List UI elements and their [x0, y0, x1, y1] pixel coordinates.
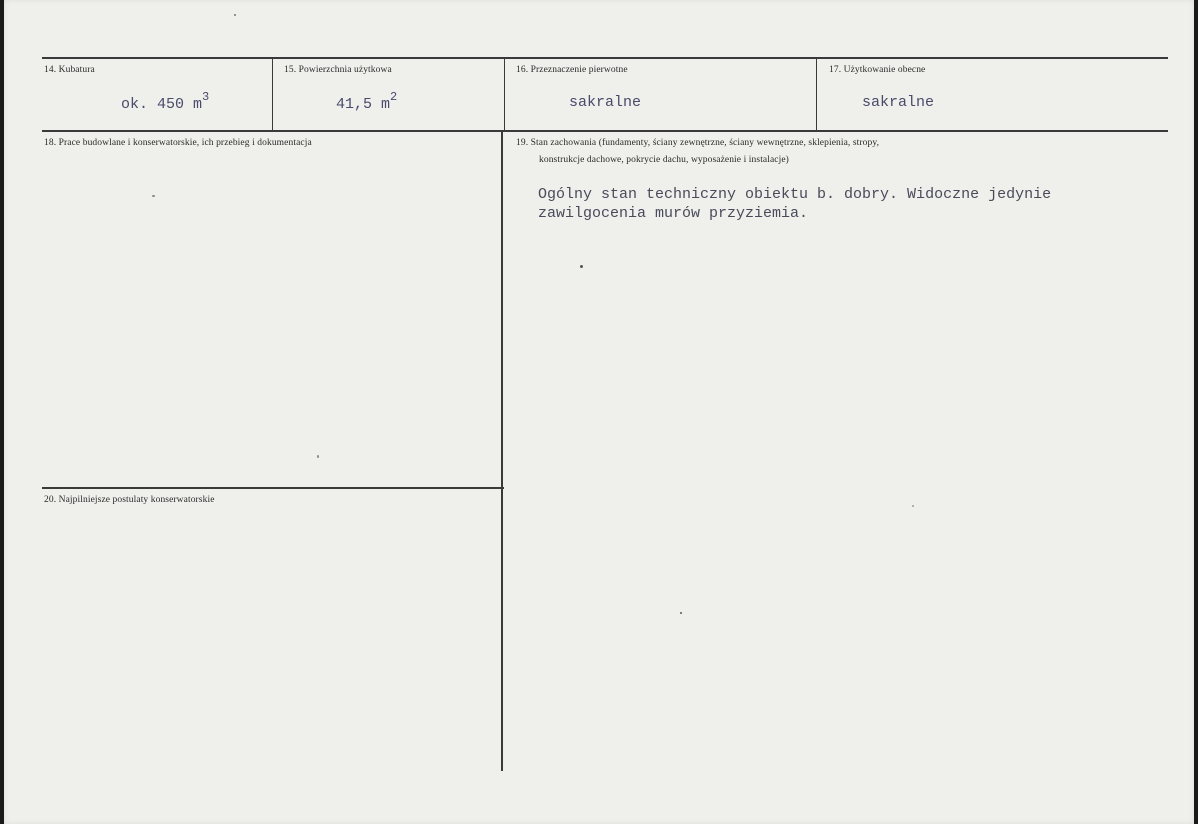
field-19-label-line2: konstrukcje dachowe, pokrycie dachu, wyposażenie i instalacje)	[539, 155, 789, 165]
scan-speck	[234, 14, 236, 16]
divider-16-17	[816, 58, 817, 130]
scan-speck	[912, 505, 914, 507]
row1-bottom-rule	[42, 130, 1168, 132]
field-15-value-unit-exponent: 2	[390, 90, 398, 104]
field-14-label: 14. Kubatura	[44, 65, 95, 75]
top-rule	[42, 57, 1168, 59]
field-15-value	[336, 92, 397, 113]
field-14-value-unit-exponent: 3	[202, 90, 210, 104]
field-20-label: 20. Najpilniejsze postulaty konserwatorskie	[44, 495, 215, 505]
scan-speck	[317, 455, 319, 458]
scan-speck	[152, 195, 155, 197]
field-18-label: 18. Prace budowlane i konserwatorskie, ich przebieg i dokumentacja	[44, 138, 312, 148]
field-17-value: sakralne	[862, 94, 935, 111]
field-19-text-line2: zawilgocenia murów przyziemia.	[538, 205, 809, 222]
field-19-text-line1: Ogólny stan techniczny obiektu b. dobry. Widoczne jedynie	[538, 186, 1052, 203]
field-19-label-line1: 19. Stan zachowania (fundamenty, ściany zewnętrzne, ściany wewnętrzne, sklepienia, stropy,	[516, 138, 880, 148]
field20-top-rule	[42, 487, 504, 489]
inventory-card	[4, 0, 1194, 824]
field-14-value	[121, 92, 209, 113]
field-16-label: 16. Przeznaczenie pierwotne	[516, 65, 628, 75]
scan-speck	[580, 265, 583, 268]
divider-14-15	[272, 58, 273, 130]
field-17-label: 17. Użytkowanie obecne	[829, 65, 926, 75]
field-14-value-text: ok. 450 m	[121, 96, 203, 113]
scan-speck	[680, 612, 682, 614]
divider-15-16	[504, 58, 505, 130]
field-15-label: 15. Powierzchnia użytkowa	[284, 65, 392, 75]
field-15-value-text: 41,5 m	[336, 96, 391, 113]
field-16-value: sakralne	[569, 94, 642, 111]
divider-main	[501, 131, 503, 771]
